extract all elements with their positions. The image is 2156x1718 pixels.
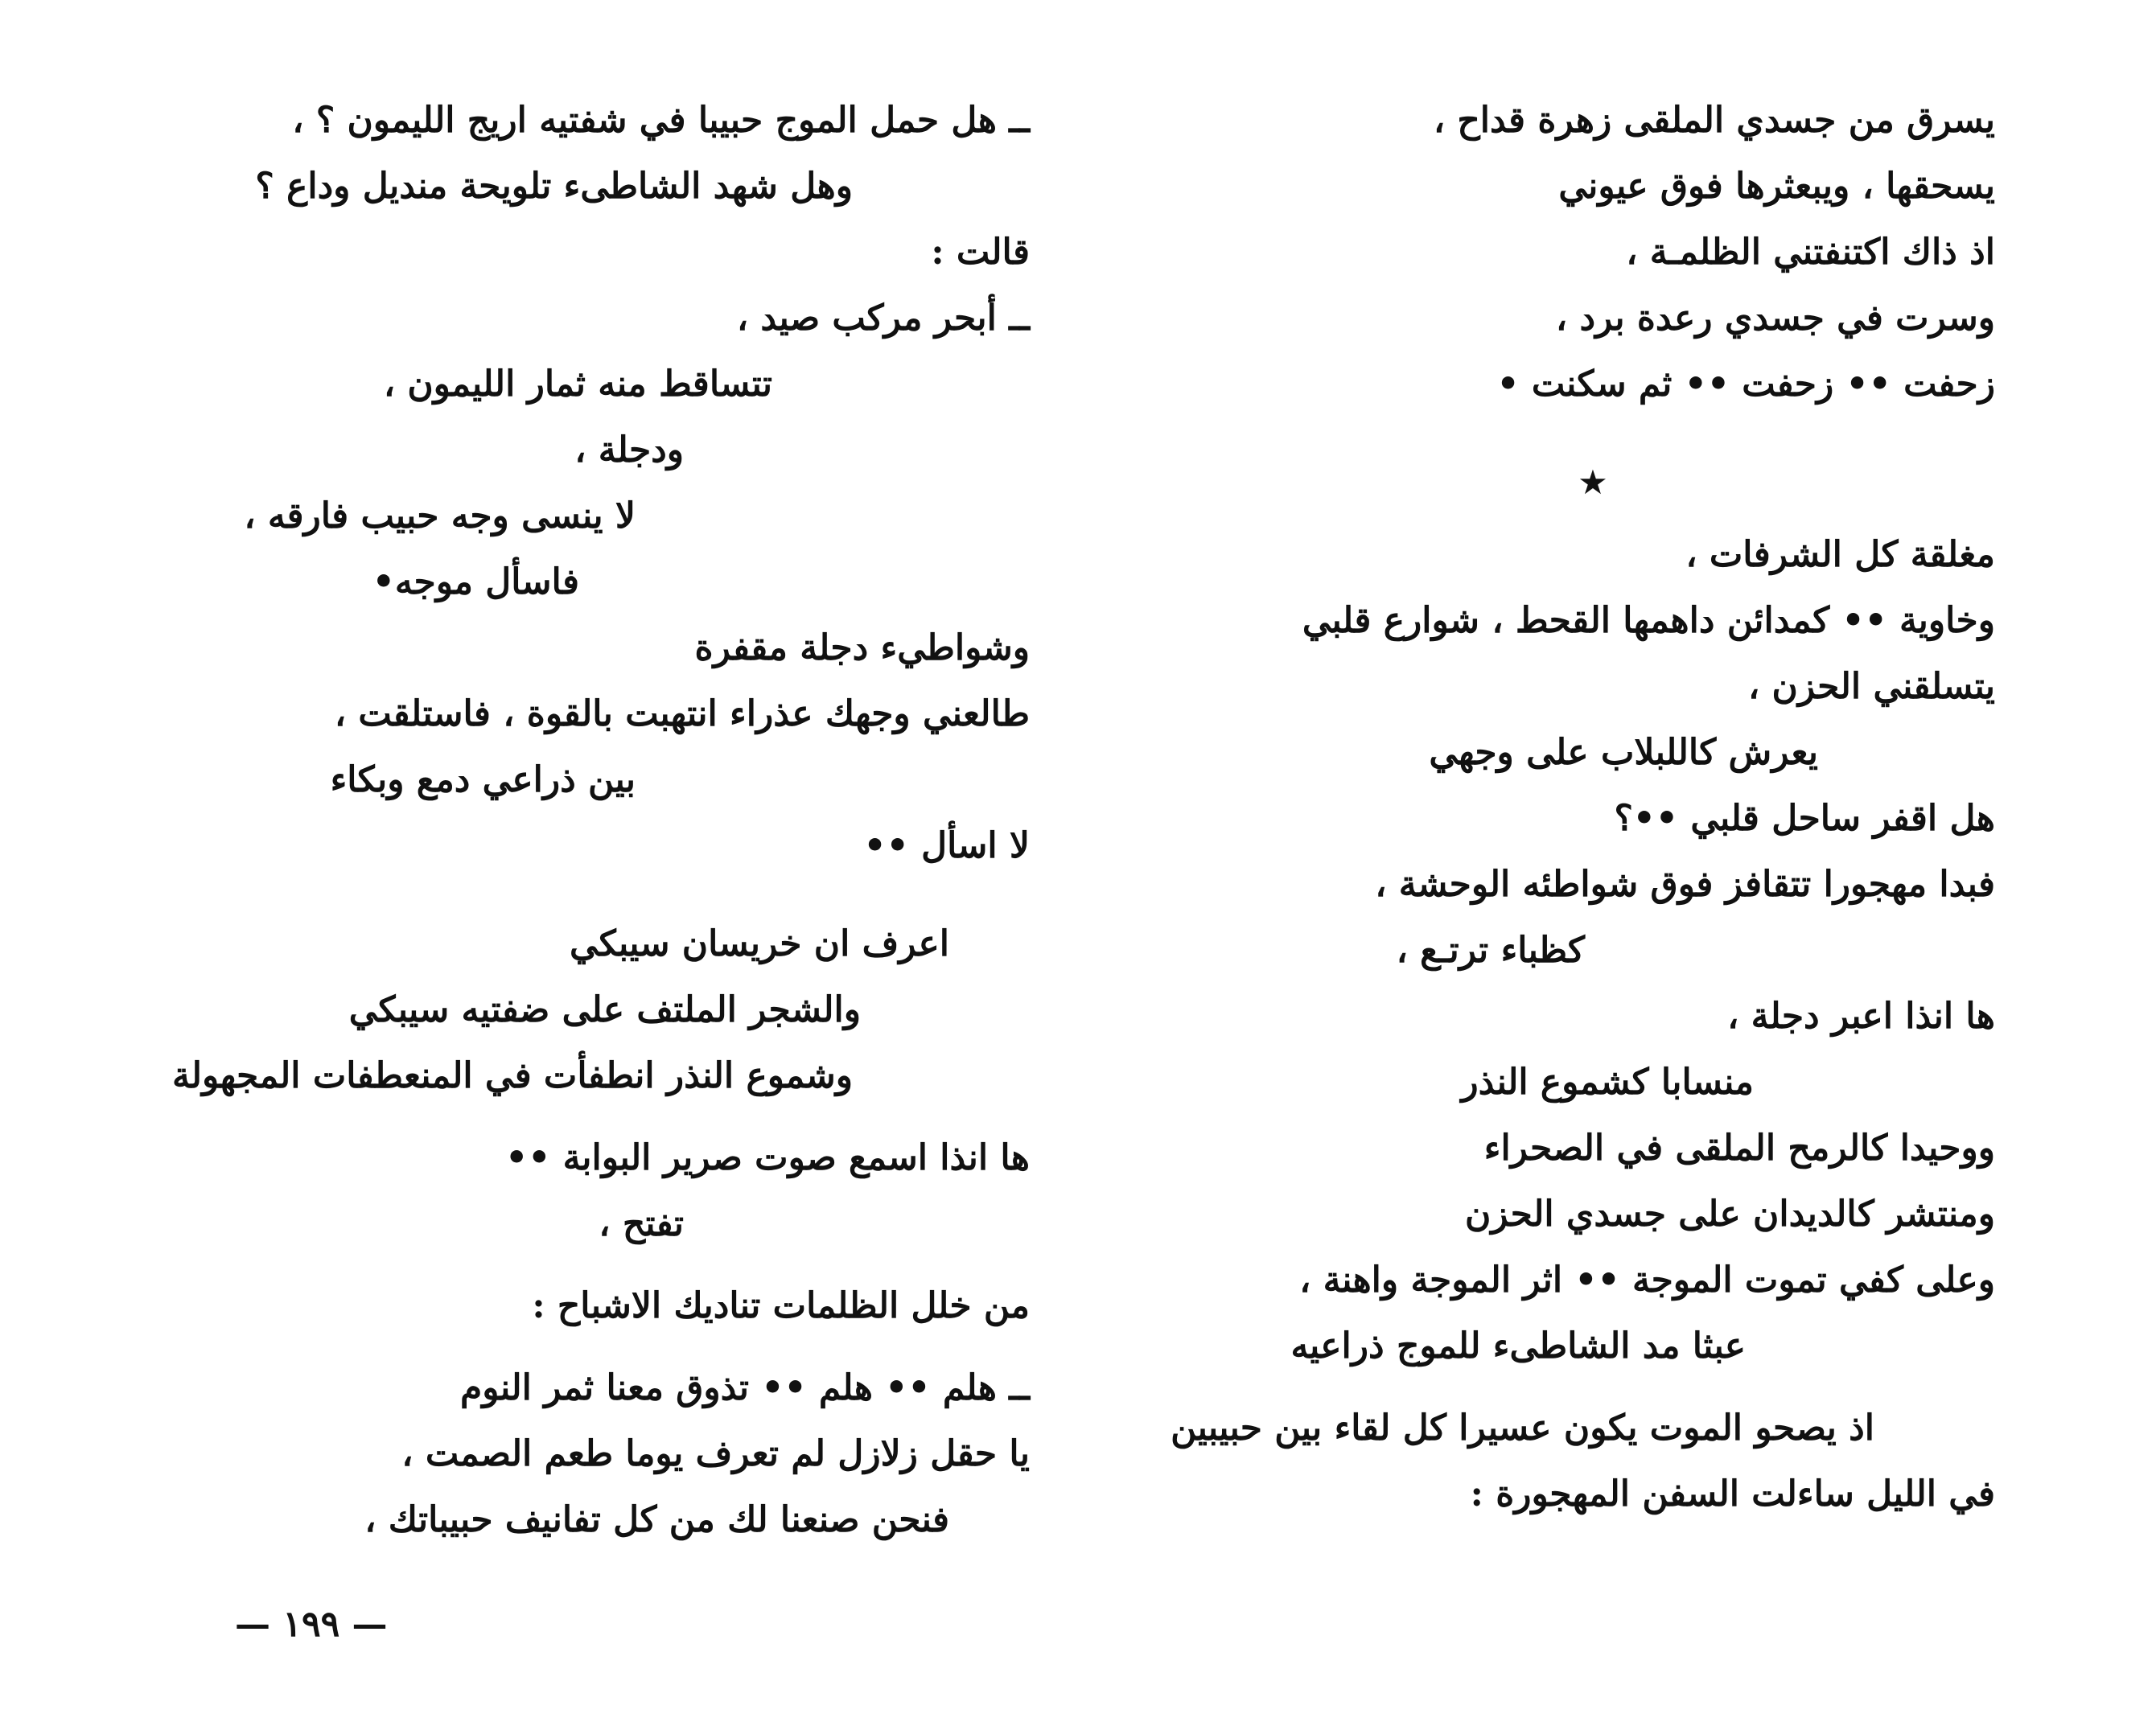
page-number: — ١٩٩ — (235, 1604, 388, 1645)
poem-line: لا اسأل •• (863, 825, 1030, 866)
poem-line: كظباء ترتـع ، (1396, 930, 1585, 971)
poem-line: وسرت في جسدي رعدة برد ، (1555, 298, 1995, 339)
poem-line: ومنتشر كالديدان على جسدي الحزن (1464, 1194, 1995, 1235)
poem-line: يسحقها ، ويبعثرها فوق عيوني (1558, 166, 1995, 207)
poem-line: ها انذا اسمع صوت صرير البوابة •• (505, 1137, 1030, 1178)
poem-line: ووحيدا كالرمح الملقى في الصحراء (1483, 1128, 1995, 1169)
poem-line: ــ هلم •• هلم •• تذوق معنا ثمر النوم (460, 1367, 1030, 1408)
poem-line: من خلل الظلمات تناديك الاشباح : (532, 1285, 1030, 1326)
poem-line: يعرش كاللبلاب على وجهي (1429, 732, 1818, 773)
poem-line: ها انذا اعبر دجلة ، (1727, 996, 1995, 1037)
poem-line: ــ هل حمل الموج حبيبا في شفتيه اريج الليمون ؟ ، (292, 100, 1030, 141)
poem-line: طالعني وجهك عذراء انتهبت بالقوة ، فاستلقت ، (334, 693, 1030, 734)
poem-line: يتسلقني الحزن ، (1747, 666, 1995, 707)
poem-line: اذ يصحو الموت يكون عسيرا كل لقاء بين حبيبين (1171, 1408, 1874, 1449)
poem-line: وهل شهد الشاطىء تلويحة منديل وداع ؟ (255, 166, 853, 207)
poem-line: في الليل ساءلت السفن المهجورة : (1470, 1473, 1995, 1515)
poem-line: ودجلة ، (574, 430, 684, 471)
poem-line: ــ أبحر مركب صيد ، (736, 298, 1030, 339)
poem-line: يا حقل زلازل لم تعرف يوما طعم الصمت ، (401, 1433, 1030, 1474)
poem-line: بين ذراعي دمع وبكاء (330, 759, 636, 800)
poem-line: هل اقفر ساحل قلبي ••؟ (1614, 798, 1995, 839)
poem-line: اذ ذاك اكتنفتني الظلمـة ، (1626, 232, 1995, 273)
poem-line: تفتح ، (599, 1203, 684, 1244)
poem-line: فبدا مهجورا تتقافز فوق شواطئه الوحشة ، (1375, 864, 1995, 905)
poem-line: زحفت •• زحفت •• ثم سكنت • (1496, 364, 1995, 405)
section-star-icon: ★ (1578, 462, 1608, 502)
poem-line: مغلقة كل الشرفات ، (1685, 534, 1995, 575)
poem-line: قالت : (931, 232, 1030, 273)
poem-line: وعلى كفي تموت الموجة •• اثر الموجة واهنة ، (1299, 1260, 1995, 1301)
poem-line: يسرق من جسدي الملقى زهرة قداح ، (1433, 100, 1995, 141)
poem-line: والشجر الملتف على ضفتيه سيبكي (348, 989, 861, 1030)
poem-line: منسابا كشموع النذر (1461, 1062, 1754, 1103)
poem-line: فنحن صنعنا لك من كل تفانيف حبيباتك ، (364, 1499, 949, 1540)
poem-line: اعرف ان خريسان سيبكي (570, 923, 949, 964)
poem-line: وشواطيء دجلة مقفرة (694, 627, 1030, 668)
poem-line: فاسأل موجه• (372, 561, 579, 602)
poem-line: وخاوية •• كمدائن داهمها القحط ، شوارع قلبي (1302, 600, 1995, 641)
poem-line: وشموع النذر انطفأت في المنعطفات المجهولة (172, 1055, 853, 1096)
poem-line: لا ينسى وجه حبيب فارقه ، (244, 495, 636, 536)
poem-line: تتساقط منه ثمار الليمون ، (383, 364, 772, 405)
poem-line: عبثا مد الشاطىء للموج ذراعيه (1290, 1325, 1746, 1367)
